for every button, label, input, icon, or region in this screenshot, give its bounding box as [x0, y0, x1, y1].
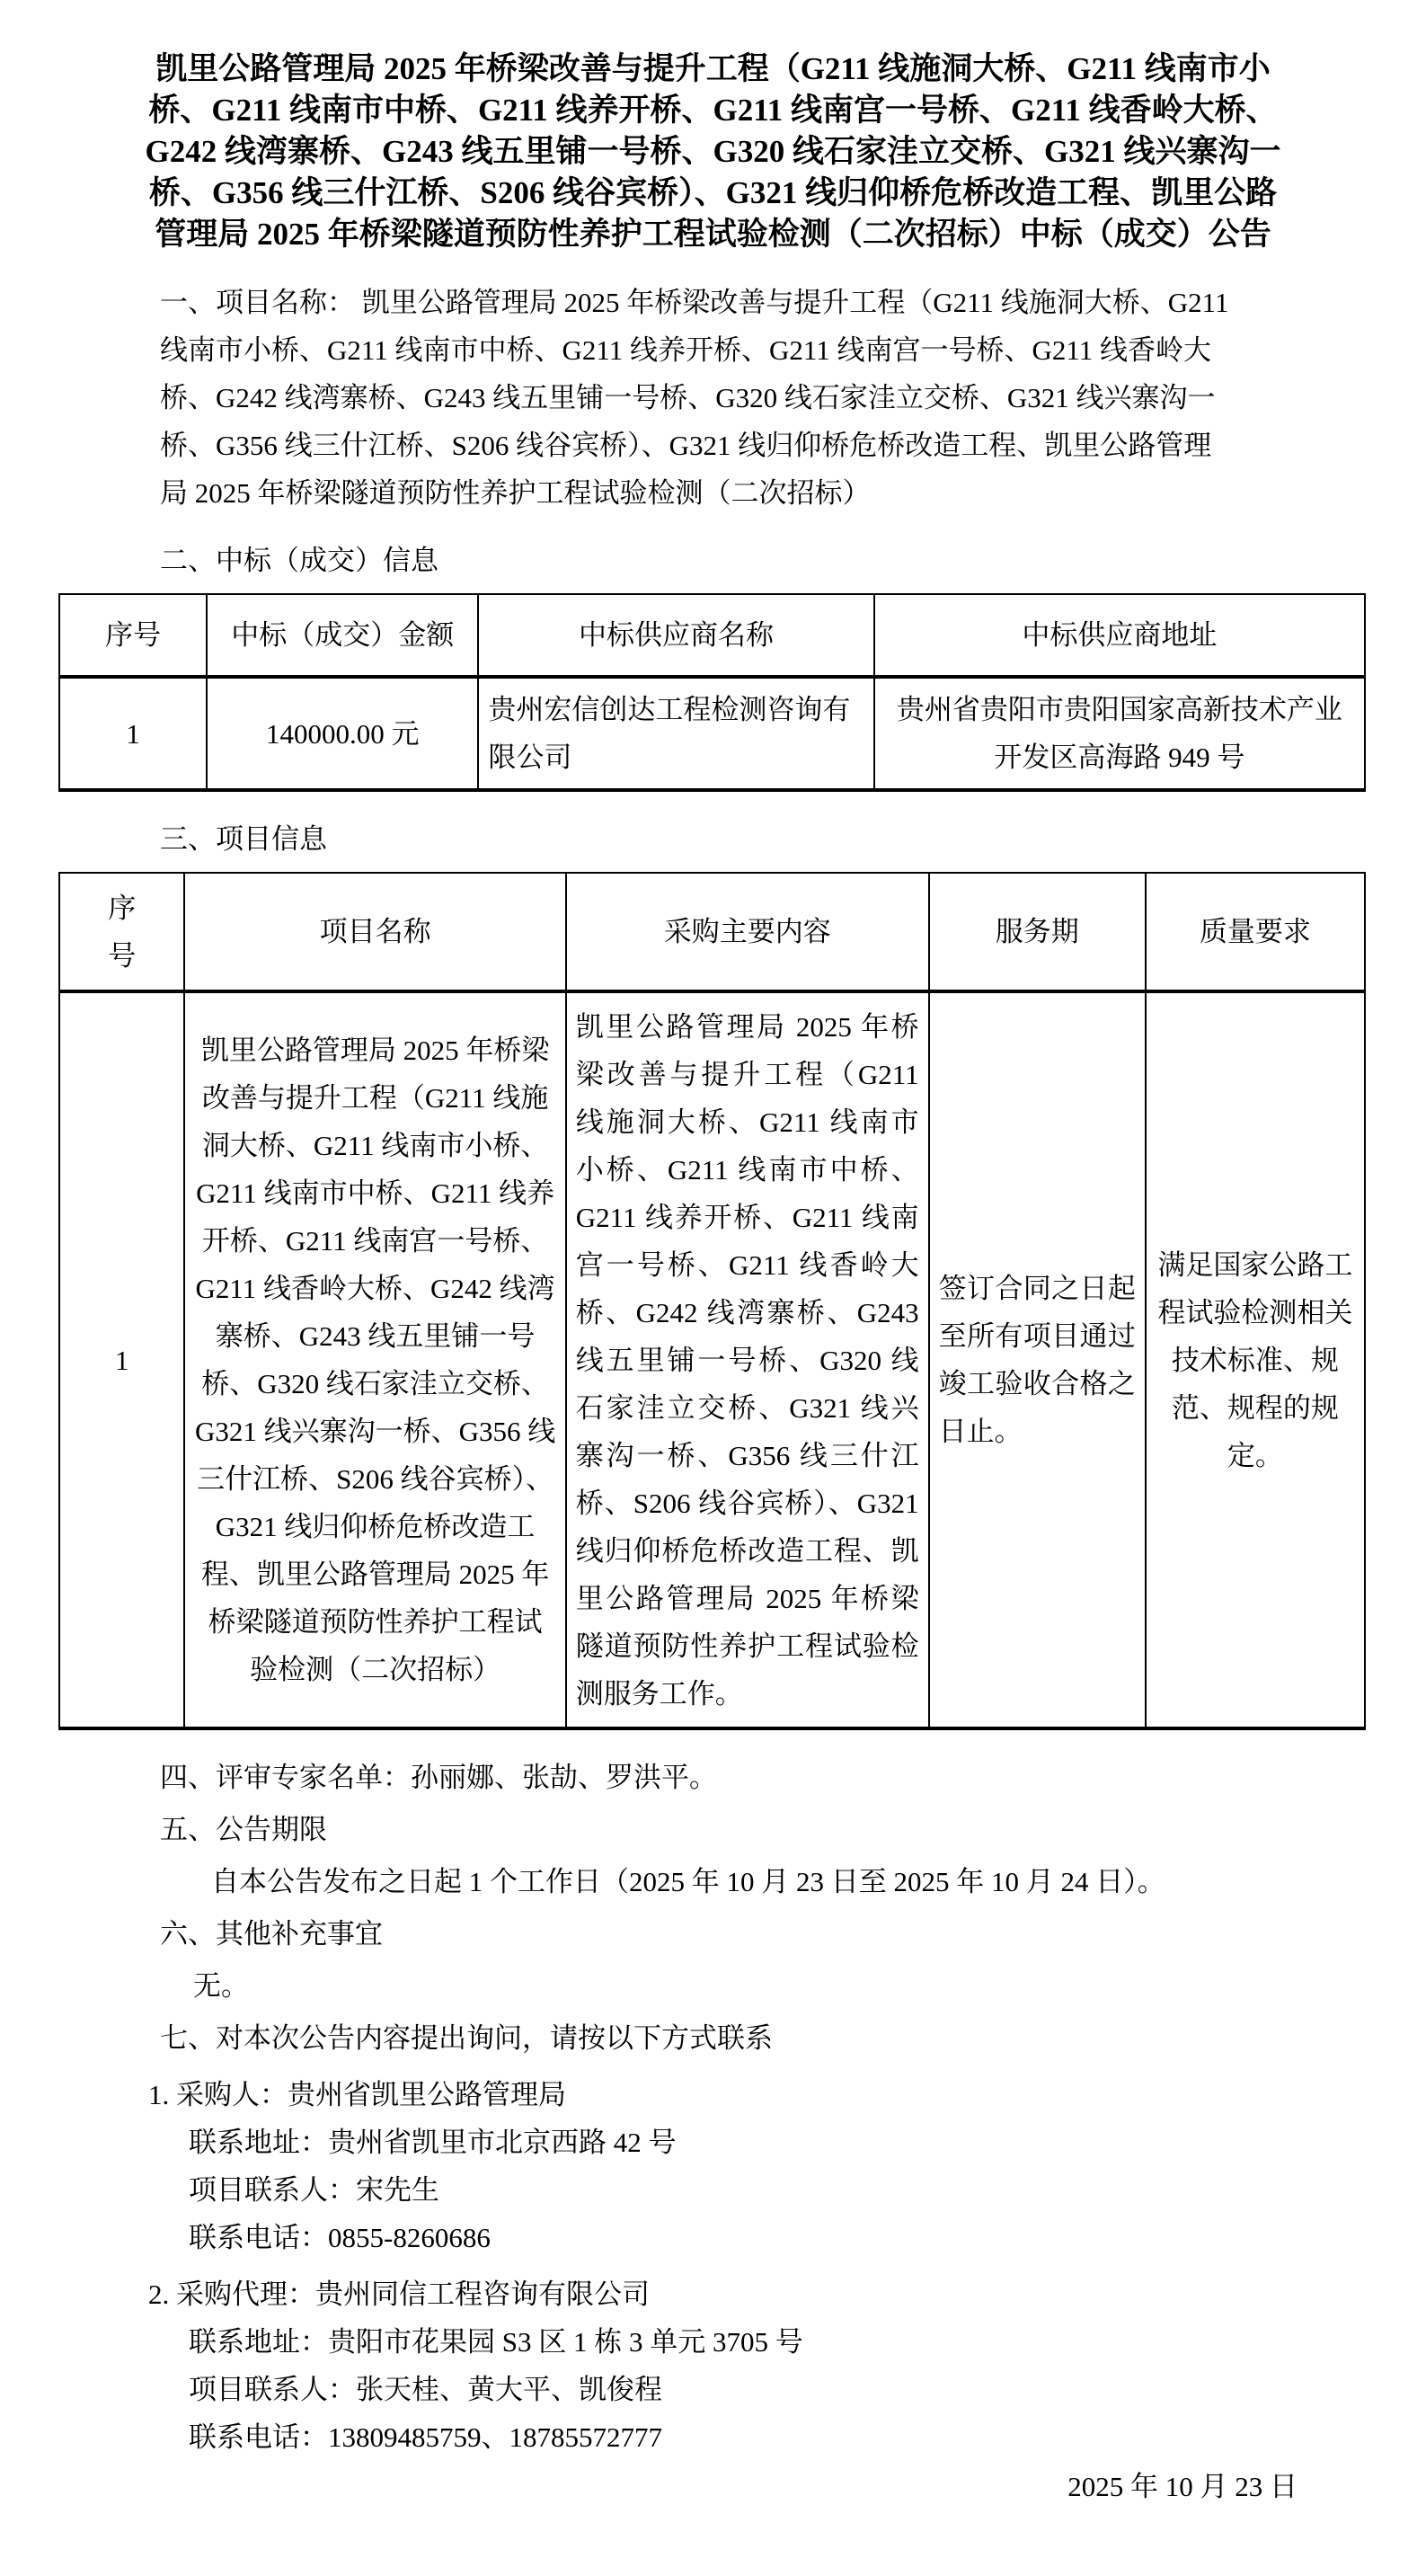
- award-cell-amount: 140000.00 元: [207, 677, 478, 790]
- agent-phone-line: 联系电话：13809485759、18785572777: [189, 2421, 662, 2453]
- section-other-heading: 六、其他补充事宜: [160, 1918, 383, 1950]
- award-cell-supplier: 贵州宏信创达工程检测咨询有限公司: [478, 677, 873, 790]
- purchaser-phone-line: 联系电话：0855-8260686: [189, 2222, 491, 2253]
- award-header-amount: 中标（成交）金额: [207, 594, 478, 677]
- project-header-service: 服务期: [929, 873, 1146, 991]
- project-header-content: 采购主要内容: [566, 873, 929, 991]
- award-info-table: [58, 593, 1366, 792]
- award-header-address: 中标供应商地址: [874, 594, 1365, 677]
- project-header-quality: 质量要求: [1146, 873, 1365, 991]
- award-cell-no: 1: [59, 677, 207, 790]
- document-title: 凯里公路管理局 2025 年桥梁改善与提升工程（G211 线施洞大桥、G211 线南市小桥、G211 线南市中桥、G211 线养开桥、G211 线南宫一号桥、G211 线香岭大桥、G242 线湾寨桥、G243 线五里铺一号桥、G320 线石家洼立交桥、G321 线兴寨沟一桥、G356 线三什江桥、S206 线谷宾桥）、G321 线归仰桥危桥改造工程、凯里公路管理局 2025 年桥梁隧道预防性养护工程试验检测（二次招标）中标（成交）公告: [145, 51, 1281, 252]
- award-table-header-row: [59, 594, 1365, 677]
- project-header-no-label: 序号: [108, 892, 137, 972]
- contact-block-purchaser: [58, 2071, 1368, 2261]
- project-table-header-row: [59, 873, 1365, 991]
- award-table-row: [59, 677, 1365, 790]
- agent-org-line: 2. 采购代理：贵州同信工程咨询有限公司: [148, 2278, 650, 2310]
- purchaser-person-line: 项目联系人：宋先生: [189, 2174, 439, 2206]
- section-announcement-period-body: 自本公告发布之日起 1 个工作日（2025 年 10 月 23 日至 2025 年 10 月 24 日）。: [211, 1866, 1165, 1897]
- award-header-no: 序号: [59, 594, 207, 677]
- award-header-supplier: 中标供应商名称: [478, 594, 873, 677]
- purchaser-org-line: 1. 采购人：贵州省凯里公路管理局: [148, 2079, 566, 2110]
- project-header-name: 项目名称: [184, 873, 565, 991]
- section-project-info-heading: 三、项目信息: [160, 823, 327, 855]
- project-cell-service-period: 签订合同之日起至所有项目通过竣工验收合格之日止。: [929, 991, 1146, 1728]
- section-other-body: 无。: [193, 1970, 249, 2002]
- section-award-info-heading: 二、中标（成交）信息: [160, 545, 438, 576]
- project-cell-no: 1: [59, 991, 184, 1728]
- section-inquiry-heading: 七、对本次公告内容提出询问，请按以下方式联系: [160, 2022, 773, 2054]
- agent-address-line: 联系地址：贵阳市花果园 S3 区 1 栋 3 单元 3705 号: [189, 2326, 803, 2358]
- project-table-row: [59, 991, 1365, 1728]
- project-cell-name: 凯里公路管理局 2025 年桥梁改善与提升工程（G211 线施洞大桥、G211 线南市小桥、G211 线南市中桥、G211 线养开桥、G211 线南宫一号桥、G211 线香岭大桥、G242 线湾寨桥、G243 线五里铺一号桥、G320 线石家洼立交桥、G321 线兴寨沟一桥、G356 线三什江桥、S206 线谷宾桥）、G321 线归仰桥危桥改造工程、凯里公路管理局 2025 年桥梁隧道预防性养护工程试验检测（二次招标）: [184, 991, 565, 1728]
- project-header-no: [59, 873, 184, 991]
- section-experts: 四、评审专家名单：孙丽娜、张劼、罗洪平。: [160, 1762, 717, 1793]
- project-info-table: [58, 872, 1366, 1730]
- project-cell-content: 凯里公路管理局 2025 年桥梁改善与提升工程（G211 线施洞大桥、G211 线南市小桥、G211 线南市中桥、G211 线养开桥、G211 线南宫一号桥、G211 线香岭大桥、G242 线湾寨桥、G243 线五里铺一号桥、G320 线石家洼立交桥、G321 线兴寨沟一桥、G356 线三什江桥、S206 线谷宾桥）、G321 线归仰桥危桥改造工程、凯里公路管理局 2025 年桥梁隧道预防性养护工程试验检测服务工作。: [566, 991, 929, 1728]
- section-project-name: 一、项目名称： 凯里公路管理局 2025 年桥梁改善与提升工程（G211 线施洞大桥、G211 线南市小桥、G211 线南市中桥、G211 线养开桥、G211 线南宫一号桥、G211 线香岭大桥、G242 线湾寨桥、G243 线五里铺一号桥、G320 线石家洼立交桥、G321 线兴寨沟一桥、G356 线三什江桥、S206 线谷宾桥）、G321 线归仰桥危桥改造工程、凯里公路管理局 2025 年桥梁隧道预防性养护工程试验检测（二次招标）: [160, 287, 1229, 509]
- project-cell-quality: 满足国家公路工程试验检测相关技术标准、规范、规程的规定。: [1146, 991, 1365, 1728]
- award-cell-address: 贵州省贵阳市贵阳国家高新技术产业开发区高海路 949 号: [874, 677, 1365, 790]
- contact-block-agent: [58, 2270, 1368, 2461]
- purchaser-address-line: 联系地址：贵州省凯里市北京西路 42 号: [189, 2127, 677, 2158]
- document-date: 2025 年 10 月 23 日: [1067, 2471, 1298, 2502]
- agent-person-line: 项目联系人：张天桂、黄大平、凯俊程: [189, 2374, 662, 2405]
- section-announcement-period-heading: 五、公告期限: [160, 1814, 327, 1845]
